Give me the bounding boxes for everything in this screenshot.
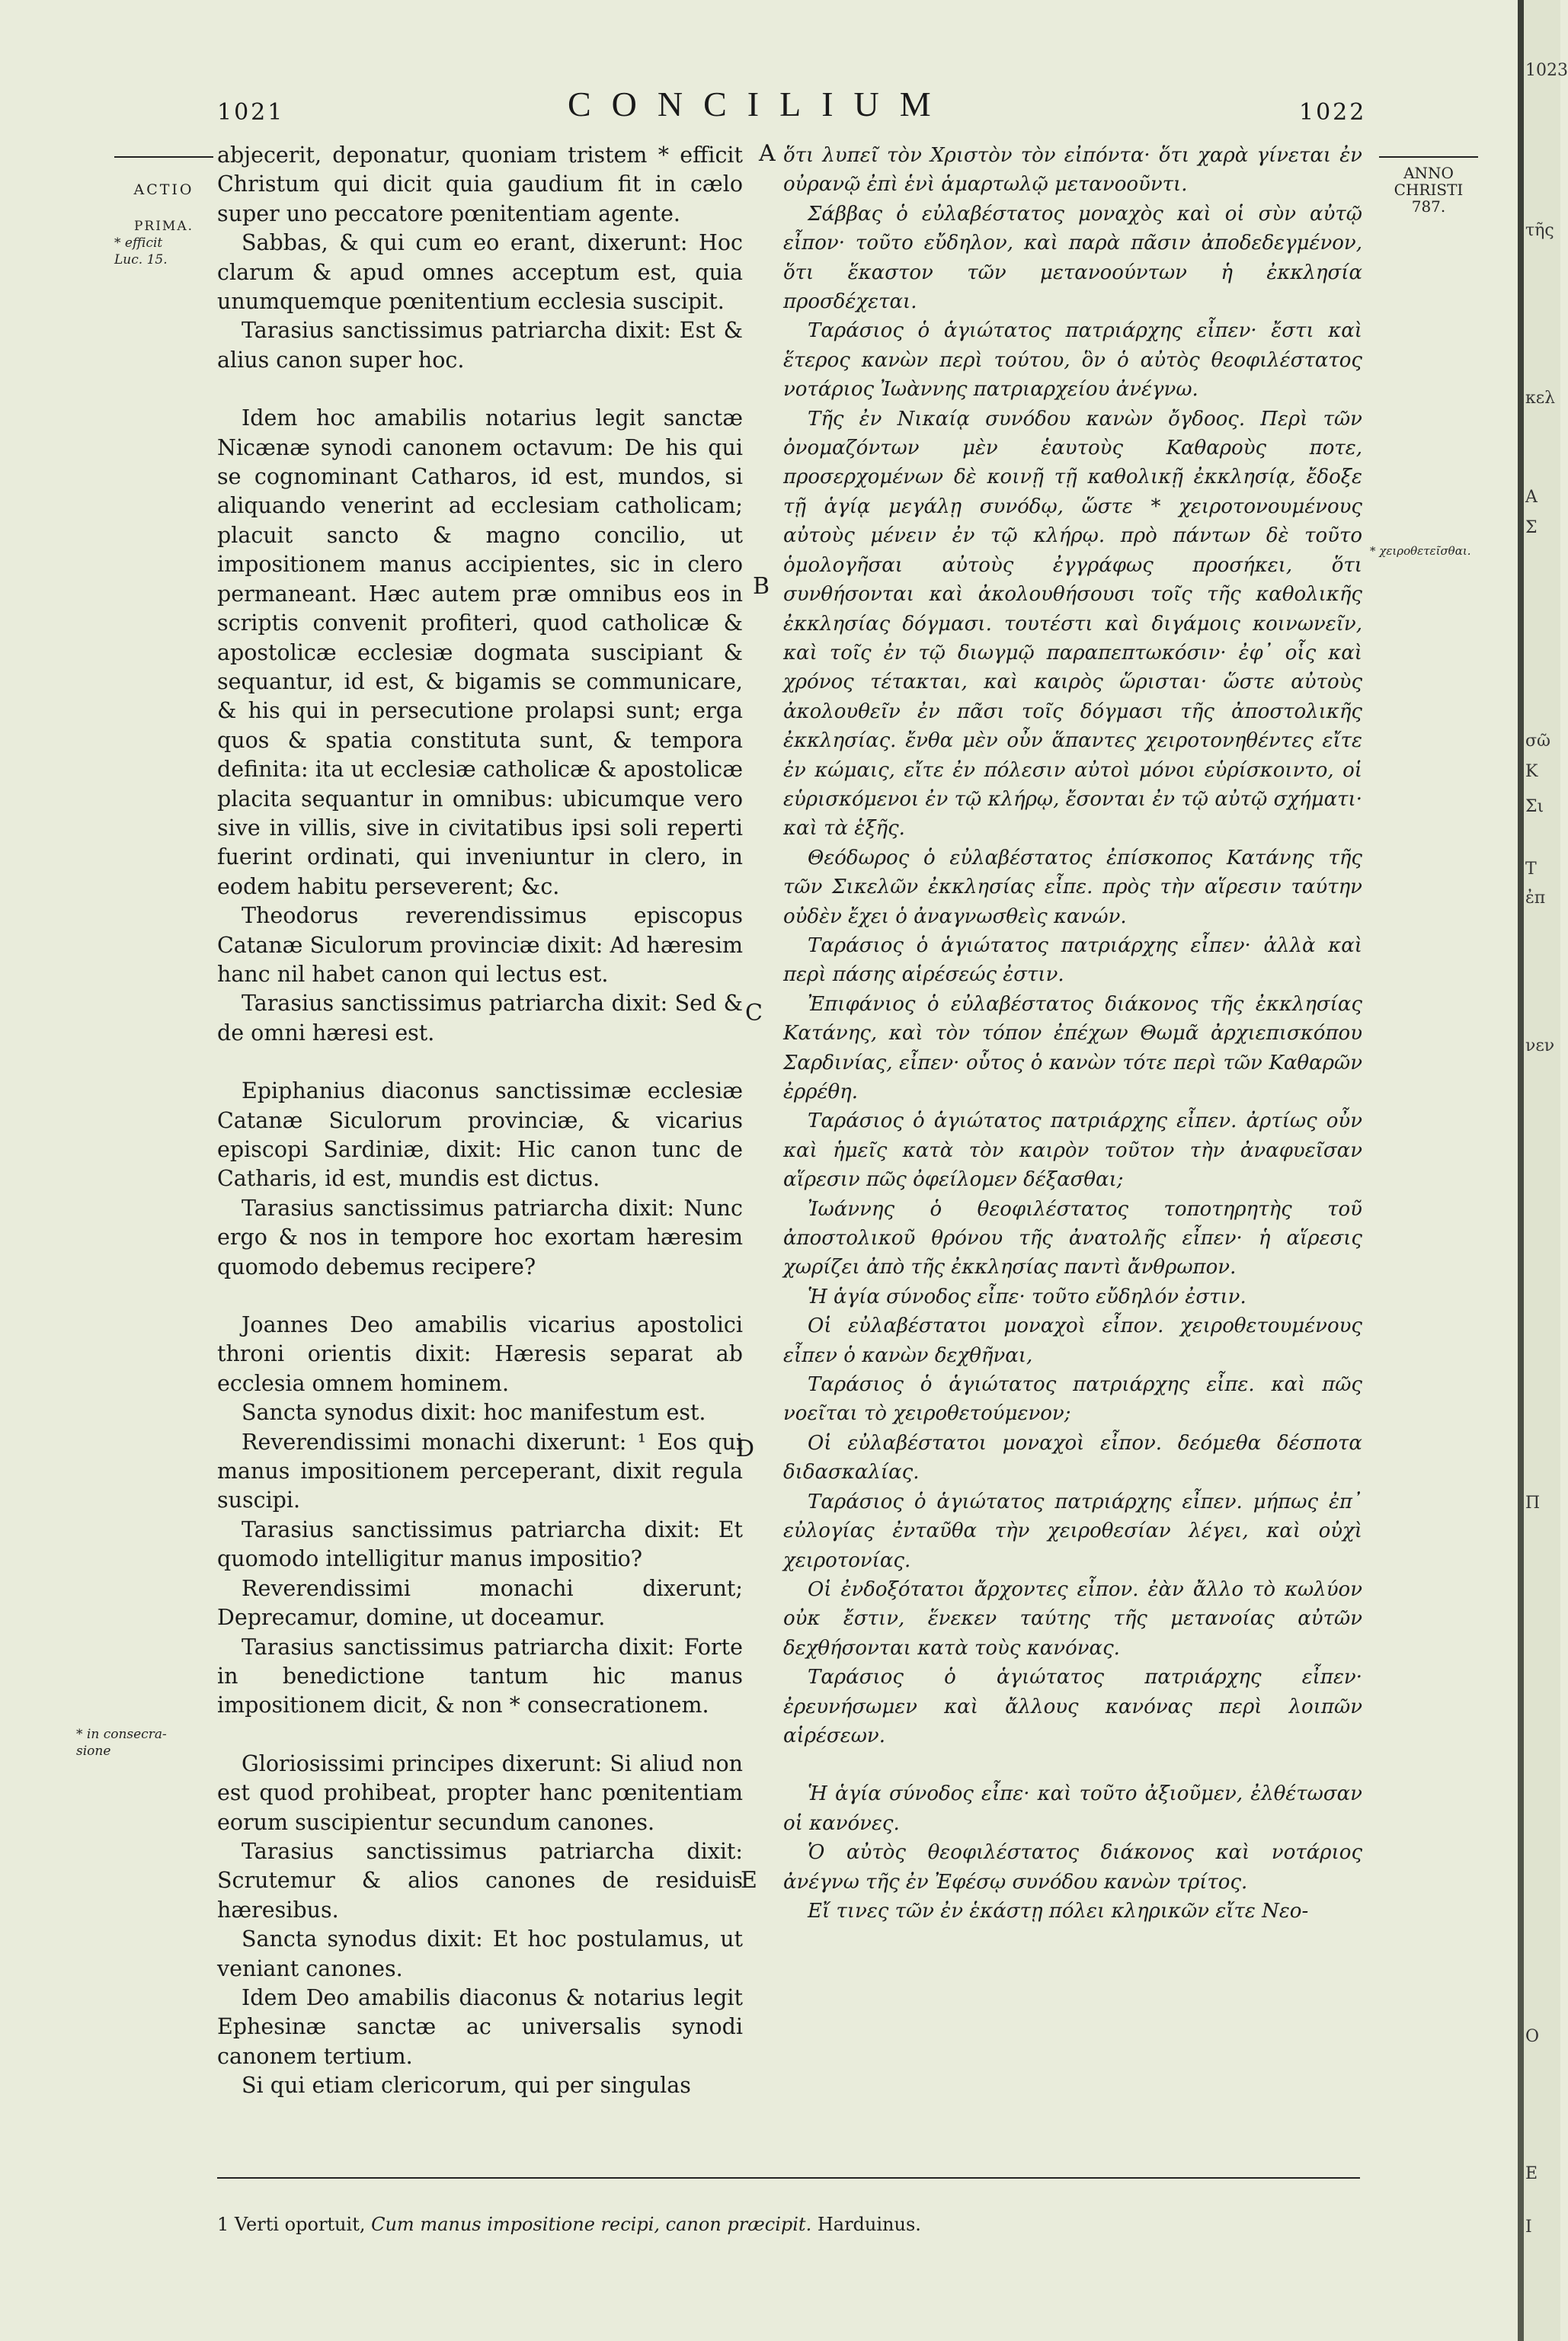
latin-paragraph: Idem Deo amabilis diaconus & notarius legit Ephesinæ sanctæ ac universalis synodi canonem tertium.	[217, 1984, 743, 2069]
latin-paragraph: Joannes Deo amabilis vicarius apostolici throni orientis dixit: Hæresis separat ab ecclesia omnem hominem.	[217, 1312, 743, 1396]
latin-paragraph: Tarasius sanctissimus patriarcha dixit: Sed & de omni hæresi est.	[217, 991, 743, 1046]
footnote-rule	[217, 2177, 1360, 2179]
footnote-marker: 1	[217, 2214, 229, 2235]
greek-paragraph: Θεόδωρος ὁ εὐλαβέστατος ἐπίσκοπος Κατάνης τῆς τῶν Σικελῶν ἐκκλησίας εἶπε. πρὸς τὴν αἵρεσιν ταύτην οὐδὲν ἔχει ὁ ἀναγνωσθεὶς κανών.	[783, 846, 1362, 928]
adjacent-fragment: Κ	[1525, 762, 1538, 781]
adjacent-fragment: 1023	[1525, 61, 1568, 80]
section-letter-b: B	[753, 573, 770, 600]
adjacent-fragment: Α	[1525, 488, 1538, 507]
page-number-left: 1021	[217, 99, 285, 126]
adjacent-fragment: ἐπ	[1525, 889, 1546, 908]
footnote-author: Harduinus.	[817, 2214, 921, 2235]
greek-paragraph: Ἡ ἁγία σύνοδος εἶπε· τοῦτο εὔδηλόν ἐστιν.	[808, 1285, 1246, 1308]
margin-consecration-note-line2: sione	[76, 1744, 111, 1759]
adjacent-fragment: Π	[1525, 1494, 1541, 1513]
greek-paragraph: Ὁ αὐτὸς θεοφιλέστατος διάκονος καὶ νοτάριος ἀνέγνω τῆς ἐν Ἐφέσῳ συνόδου κανὼν τρίτος.	[783, 1841, 1362, 1894]
section-letter-d: D	[736, 1436, 755, 1462]
latin-paragraph: Tarasius sanctissimus patriarcha dixit: Nunc ergo & nos in tempore hoc exortam hæresim quomodo debemus recipere?	[217, 1195, 743, 1279]
footnote-italic: Cum manus impositione recipi, canon præcipit.	[371, 2214, 812, 2235]
adjacent-fragment: Ε	[1525, 2164, 1538, 2183]
latin-paragraph: Sabbas, & qui cum eo erant, dixerunt: Hoc clarum & apud omnes acceptum est, quia unumquemque pœnitentium ecclesia suscipit.	[217, 230, 743, 315]
section-letter-a: A	[759, 140, 776, 167]
latin-column	[217, 141, 743, 2101]
margin-actio	[114, 181, 213, 198]
footnote	[217, 2214, 1284, 2235]
latin-paragraph: Sancta synodus dixit: hoc manifestum est.	[242, 1400, 706, 1426]
latin-paragraph: Idem hoc amabilis notarius legit sanctæ Nicænæ synodi canonem octavum: De his qui se cognominant Catharos, id est, mundos, si aliquando venerint ad ecclesiam catholicam; placuit sancto & magno concilio, ut impositionem manus accipientes, sic in clero permaneant. Hæc autem præ omnibus eos in scriptis convenit profiteri, quod catholicæ & apostolicæ ecclesiæ dogmata suscipiant & sequantur, id est, & bigamis se communicare, & his qui in persecutione prolapsi sunt; erga quos & spatia constituta sunt, & tempora definita: ita ut ecclesiæ catholicæ & apostolicæ placita sequantur in omnibus: ubicumque vero sive in villis, sive in civitatibus ipsi soli reperti fuerint ordinati, qui inveniuntur in clero, in eodem habitu perseverent; &c.	[217, 405, 743, 899]
section-letter-e: E	[741, 1867, 757, 1894]
margin-actio-label: ACTIO	[133, 181, 194, 198]
greek-column	[783, 141, 1362, 1926]
adjacent-fragment: κελ	[1525, 389, 1556, 408]
latin-paragraph: Epiphanius diaconus sanctissimæ ecclesiæ Catanæ Siculorum provinciæ, & vicarius episcopi Sardiniæ, dixit: Hic canon tunc de Catharis, id est, mundis est dictus.	[217, 1078, 743, 1192]
margin-prima: PRIMA.	[133, 219, 194, 234]
greek-paragraph: ὅτι λυπεῖ τὸν Χριστὸν τὸν εἰπόντα· ὅτι χαρὰ γίνεται ἐν οὐρανῷ ἐπὶ ἑνὶ ἁμαρτωλῷ μετανοοῦντι.	[783, 144, 1362, 197]
margin-consecration-note	[76, 1726, 206, 1760]
latin-paragraph: Tarasius sanctissimus patriarcha dixit: Forte in benedictione tantum hic manus impositionem dicit, & non * consecrationem.	[217, 1634, 743, 1718]
margin-christi-label: CHRISTI	[1394, 181, 1464, 199]
page-number-right: 1022	[1299, 99, 1367, 126]
greek-paragraph: Ἐπιφάνιος ὁ εὐλαβέστατος διάκονος τῆς ἐκκλησίας Κατάνης, καὶ τὸν τόπον ἐπέχων Θωμᾶ ἀρχιεπισκόπου Σαρδινίας, εἶπεν· οὗτος ὁ κανὼν τότε περὶ τῶν Καθαρῶν ἐρρέθη.	[783, 992, 1362, 1103]
latin-paragraph: abjecerit, deponatur, quoniam tristem * efficit Christum qui dicit quia gaudium fit in cælo super uno peccatore pœnitentiam agente.	[217, 143, 743, 226]
adjacent-fragment: Σ	[1525, 518, 1538, 537]
greek-paragraph: Οἱ εὐλαβέστατοι μοναχοὶ εἶπον. δεόμεθα δέσποτα διδασκαλίας.	[783, 1431, 1362, 1484]
greek-paragraph: Εἴ τινες τῶν ἐν ἑκάστῃ πόλει κληρικῶν εἴτε Νεο-	[808, 1899, 1309, 1923]
greek-paragraph: Ἰωάννης ὁ θεοφιλέστατος τοποτηρητὴς τοῦ ἀποστολικοῦ θρόνου τῆς ἀνατολῆς εἶπεν· ἡ αἵρεσις χωρίζει ἀπὸ τῆς ἐκκλησίας παντὶ ἄνθρωπον.	[783, 1197, 1362, 1279]
margin-anno-label: ANNO	[1403, 164, 1454, 182]
latin-paragraph: Reverendissimi monachi dixerunt; Deprecamur, domine, ut doceamur.	[217, 1575, 743, 1631]
latin-paragraph: Reverendissimi monachi dixerunt: ¹ Eos qui manus impositionem perceperant, dixit regula suscipi.	[217, 1429, 743, 1513]
adjacent-fragment: Ι	[1525, 2218, 1532, 2237]
greek-paragraph: Ἡ ἁγία σύνοδος εἶπε· καὶ τοῦτο ἀξιοῦμεν, ἐλθέτωσαν οἱ κανόνες.	[783, 1782, 1362, 1835]
greek-paragraph: Τῆς ἐν Νικαίᾳ συνόδου κανὼν ὄγδοος. Περὶ τῶν ὀνομαζόντων μὲν ἑαυτοὺς Καθαροὺς ποτε, προσερχομένων δὲ κοινῇ τῇ καθολικῇ ἐκκλησίᾳ, ἔδοξε τῇ ἁγίᾳ μεγάλῃ συνόδῳ, ὥστε * χειροτονουμένους αὐτοὺς μένειν ἐν τῷ κλήρῳ. πρὸ πάντων δὲ τοῦτο ὁμολογῆσαι αὐτοὺς ἐγγράφως προσήκει, ὅτι συνθήσονται καὶ ἀκολουθήσουσι τοῖς τῆς καθολικῆς ἐκκλησίας δόγμασι. τουτέστι καὶ διγάμοις κοινωνεῖν, καὶ τοῖς ἐν τῷ διωγμῷ παραπεπτωκόσιν· ἐφ᾽ οἷς καὶ χρόνος τέτακται, καὶ καιρὸς ὥρισται· ὥστε αὐτοὺς ἀκολουθεῖν ἐν πᾶσι τοῖς δόγμασι τῆς ἀποστολικῆς ἐκκλησίας. ἔνθα μὲν οὖν ἅπαντες χειροτονηθέντες εἴτε ἐν κώμαις, εἴτε ἐν πόλεσιν αὐτοὶ μόνοι εὑρίσκοιντο, οἱ εὑρισκόμενοι ἐν τῷ κλήρῳ, ἔσονται ἐν τῷ αὐτῷ σχήματι· καὶ τὰ ἑξῆς.	[783, 407, 1362, 841]
greek-paragraph: Σάββας ὁ εὐλαβέστατος μοναχὸς καὶ οἱ σὺν αὐτῷ εἶπον· τοῦτο εὔδηλον, καὶ παρὰ πᾶσιν ἀποδεδεγμένον, ὅτι ἕκαστον τῶν μετανοούντων ἡ ἐκκλησία προσδέχεται.	[783, 202, 1362, 314]
greek-paragraph: Ταράσιος ὁ ἁγιώτατος πατριάρχης εἶπε. καὶ πῶς νοεῖται τὸ χειροθετούμενον;	[783, 1373, 1362, 1426]
adjacent-fragment: Τ	[1525, 860, 1537, 879]
latin-paragraph: Tarasius sanctissimus patriarcha dixit: Scrutemur & alios canones de residuis hæresibus.	[217, 1838, 743, 1923]
greek-paragraph: Ταράσιος ὁ ἁγιώτατος πατριάρχης εἶπεν· ἀλλὰ καὶ περὶ πάσης αἱρέσεώς ἐστιν.	[783, 934, 1362, 987]
greek-paragraph: Οἱ ἐνδοξότατοι ἄρχοντες εἶπον. ἐὰν ἄλλο τὸ κωλύον οὐκ ἔστιν, ἕνεκεν ταύτης τῆς μετανοίας αὐτῶν δεχθήσονται κατὰ τοὺς κανόνας.	[783, 1577, 1362, 1660]
latin-paragraph: Theodorus reverendissimus episcopus Catanæ Siculorum provinciæ dixit: Ad hæresim hanc nil habet canon qui lectus est.	[217, 903, 743, 987]
greek-paragraph: Ταράσιος ὁ ἁγιώτατος πατριάρχης εἶπεν. μήπως ἐπ᾽ εὐλογίας ἐνταῦθα τὴν χειροθεσίαν λέγει, καὶ οὐχὶ χειροτονίας.	[783, 1490, 1362, 1572]
adjacent-page-edge	[1524, 0, 1568, 2341]
margin-rule-left	[114, 156, 213, 158]
latin-paragraph: Tarasius sanctissimus patriarcha dixit: Est & alius canon super hoc.	[217, 318, 743, 373]
margin-luc-note: Luc. 15.	[114, 252, 168, 267]
adjacent-fragment: τῆς	[1525, 221, 1554, 240]
margin-efficit-note: * efficit	[114, 235, 163, 251]
latin-paragraph: Sancta synodus dixit: Et hoc postulamus, ut veniant canones.	[217, 1926, 743, 1981]
book-gutter	[1518, 0, 1524, 2341]
greek-paragraph: Ταράσιος ὁ ἁγιώτατος πατριάρχης εἶπεν· ἐρευνήσωμεν καὶ ἄλλους κανόνας περὶ λοιπῶν αἱρέσεων.	[783, 1666, 1362, 1747]
latin-paragraph: Si qui etiam clericorum, qui per singulas	[242, 2073, 691, 2099]
footnote-pre: Verti oportuit,	[234, 2214, 366, 2235]
latin-paragraph: Tarasius sanctissimus patriarcha dixit: Et quomodo intelligitur manus impositio?	[217, 1516, 743, 1572]
greek-paragraph: Ταράσιος ὁ ἁγιώτατος πατριάρχης εἶπεν· ἔστι καὶ ἕτερος κανὼν περὶ τούτου, ὃν ὁ αὐτὸς θεοφιλέστατος νοτάριος Ἰωὰννης πατριαρχείου ἀνέγνω.	[783, 319, 1362, 402]
greek-paragraph: Οἱ εὐλαβέστατοι μοναχοὶ εἶπον. χειροθετουμένους εἶπεν ὁ κανὼν δεχθῆναι,	[783, 1315, 1362, 1367]
greek-paragraph: Ταράσιος ὁ ἁγιώτατος πατριάρχης εἶπεν. ἀρτίως οὖν καὶ ἡμεῖς κατὰ τὸν καιρὸν τοῦτον τὴν ἀναφυεῖσαν αἵρεσιν πῶς ὀφείλομεν δέξασθαι;	[783, 1110, 1362, 1192]
section-letter-c: C	[745, 1000, 763, 1026]
running-header	[0, 84, 1516, 137]
margin-rule-right	[1379, 156, 1478, 158]
margin-anno	[1383, 165, 1474, 215]
margin-greek-note: * χειροθετεῖσθαι.	[1370, 544, 1471, 558]
latin-paragraph: Gloriosissimi principes dixerunt: Si aliud non est quod prohibeat, propter hanc pœnitentiam eorum suscipientur secundum canones.	[217, 1750, 743, 1835]
margin-year: 787.	[1411, 197, 1446, 216]
adjacent-fragment: Ο	[1525, 2027, 1540, 2046]
adjacent-fragment: νεν	[1525, 1036, 1555, 1055]
margin-consecration-note-line1: * in consecra-	[76, 1727, 167, 1742]
running-title: CONCILIUM	[568, 85, 952, 123]
adjacent-fragment: Σι	[1525, 797, 1544, 816]
margin-notes-left	[114, 218, 213, 268]
adjacent-fragment: σῶ	[1525, 732, 1550, 751]
